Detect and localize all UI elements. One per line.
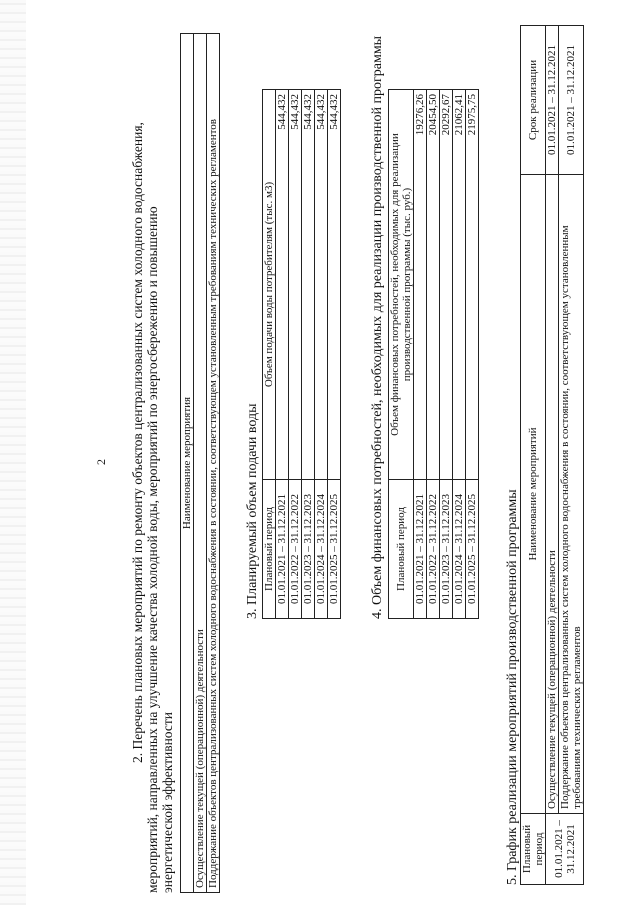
section-2-heading bbox=[130, 33, 175, 893]
col-period: Плановый период bbox=[263, 480, 276, 619]
measure-header: Наименование мероприятия bbox=[181, 34, 194, 893]
table-row bbox=[453, 90, 466, 619]
table-row bbox=[559, 26, 584, 885]
period-cell: 01.01.2022 – 31.12.2022 bbox=[427, 480, 440, 619]
section-2-title-line1: 2. Перечень плановых мероприятий по ремонту объектов централизованных систем холодного водоснабжения, bbox=[130, 122, 145, 763]
table-row bbox=[289, 90, 302, 619]
table-row bbox=[315, 90, 328, 619]
table-row bbox=[414, 90, 427, 619]
measure-row: Осуществление текущей (операционной) деятельности bbox=[194, 34, 207, 893]
table-row bbox=[466, 90, 479, 619]
section-2-title-line3: энергетической эффективности bbox=[160, 712, 175, 893]
section-5-title: 5. График реализации мероприятий производственной программы bbox=[505, 489, 520, 885]
value-cell: 544,432 bbox=[276, 90, 289, 480]
col-period: Плановый период bbox=[521, 814, 546, 885]
col-term: Срок реализации bbox=[521, 26, 546, 175]
financial-needs-table bbox=[388, 89, 479, 619]
value-cell: 21062,41 bbox=[453, 90, 466, 480]
col-name: Наименование мероприятий bbox=[521, 175, 546, 814]
section-2-title-line2: мероприятий, направленных на улучшение качества холодной воды, мероприятий по энергосбережению и повышению bbox=[145, 206, 160, 893]
schedule-table bbox=[520, 25, 584, 885]
col-volume: Объем подачи воды потребителям (тыс. м3) bbox=[263, 90, 276, 480]
water-volume-table bbox=[262, 89, 341, 619]
value-cell: 20454,50 bbox=[427, 90, 440, 480]
table-row bbox=[328, 90, 341, 619]
term-cell: 01.01.2021 – 31.12.2021 bbox=[559, 26, 584, 175]
measure-row: Поддержание объектов централизованных систем холодного водоснабжения в состоянии, соответствующем установленным требованиям технических регламентов bbox=[207, 34, 220, 893]
value-cell: 544,432 bbox=[328, 90, 341, 480]
value-cell: 19276,26 bbox=[414, 90, 427, 480]
period-cell: 01.01.2025 – 31.12.2025 bbox=[466, 480, 479, 619]
table-row bbox=[440, 90, 453, 619]
period-cell: 01.01.2022 – 31.12.2022 bbox=[289, 480, 302, 619]
period-cell: 01.01.2025 – 31.12.2025 bbox=[328, 480, 341, 619]
period-cell: 01.01.2024 – 31.12.2024 bbox=[453, 480, 466, 619]
period-cell: 01.01.2024 – 31.12.2024 bbox=[315, 480, 328, 619]
period-cell: 01.01.2021 – 31.12.2021 bbox=[414, 480, 427, 619]
col-amount: Объем финансовых потребностей, необходимых для реализации производственной программы (тыс. руб.) bbox=[389, 90, 414, 480]
col-period: Плановый период bbox=[389, 480, 414, 619]
table-row bbox=[427, 90, 440, 619]
term-cell: 01.01.2021 – 31.12.2021 bbox=[546, 26, 559, 175]
name-cell: Осуществление текущей (операционной) деятельности bbox=[546, 175, 559, 814]
name-cell: Поддержание объектов централизованных систем холодного водоснабжения в состоянии, соответствующем установленным требованиям технических регламентов bbox=[559, 175, 584, 814]
section-4-title: 4. Объем финансовых потребностей, необходимых для реализации производственной программы bbox=[370, 35, 385, 619]
value-cell: 21975,75 bbox=[466, 90, 479, 480]
table-row bbox=[276, 90, 289, 619]
section-3-title: 3. Планируемый объем подачи воды bbox=[245, 403, 260, 619]
value-cell: 544,432 bbox=[315, 90, 328, 480]
value-cell: 544,432 bbox=[302, 90, 315, 480]
value-cell: 20292,67 bbox=[440, 90, 453, 480]
section-2-table bbox=[180, 33, 220, 893]
page-number: 2 bbox=[94, 459, 108, 465]
table-row bbox=[546, 26, 559, 885]
period-cell: 01.01.2023 – 31.12.2023 bbox=[302, 480, 315, 619]
period-cell: 01.01.2021 – 31.12.2021 bbox=[546, 814, 584, 885]
period-cell: 01.01.2023 – 31.12.2023 bbox=[440, 480, 453, 619]
value-cell: 544,432 bbox=[289, 90, 302, 480]
table-row bbox=[302, 90, 315, 619]
period-cell: 01.01.2021 – 31.12.2021 bbox=[276, 480, 289, 619]
